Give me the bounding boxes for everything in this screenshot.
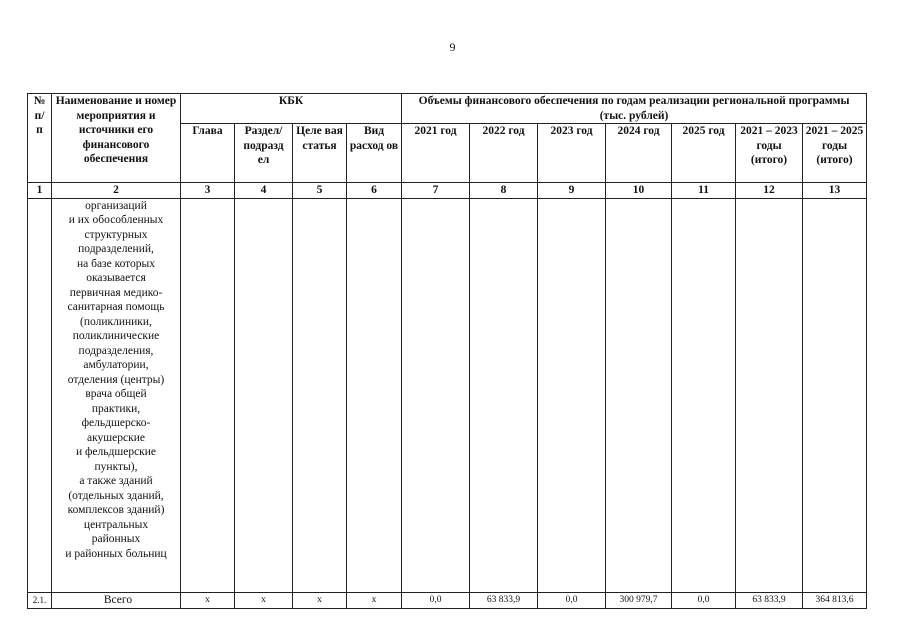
- column-number: 5: [293, 183, 347, 199]
- column-number: 11: [672, 183, 736, 199]
- total-value-2021-2025: 364 813,6: [803, 592, 867, 608]
- header-year-2024: 2024 год: [606, 124, 672, 183]
- body-cell: [347, 198, 402, 592]
- column-number: 9: [538, 183, 606, 199]
- header-kbk-razdel: Раздел/ подразд ел: [235, 124, 293, 183]
- column-number: 7: [402, 183, 470, 199]
- total-value-2023: 0,0: [538, 592, 606, 608]
- header-col-no: № п/ п: [28, 94, 52, 183]
- body-cell: [402, 198, 470, 592]
- table-row: [28, 592, 867, 608]
- body-cell: [181, 198, 235, 592]
- body-cell: [470, 198, 538, 592]
- column-number: 4: [235, 183, 293, 199]
- body-cell: [538, 198, 606, 592]
- total-kbk-cell: х: [235, 592, 293, 608]
- header-total-2021-2023: 2021 – 2023 годы (итого): [736, 124, 803, 183]
- header-year-2025: 2025 год: [672, 124, 736, 183]
- body-cell: [28, 198, 52, 592]
- column-number: 1: [28, 183, 52, 199]
- column-number: 10: [606, 183, 672, 199]
- header-kbk: КБК: [181, 94, 402, 124]
- header-kbk-statya: Целе вая статья: [293, 124, 347, 183]
- measure-description: [52, 198, 181, 592]
- page-number: 9: [449, 40, 456, 54]
- total-value-2021-2023: 63 833,9: [736, 592, 803, 608]
- body-cell: [235, 198, 293, 592]
- column-number: 8: [470, 183, 538, 199]
- header-col-name: Наименование и номер мероприятия и источники его финансового обеспечения: [52, 94, 181, 183]
- total-row-number: 2.1.: [28, 592, 52, 608]
- total-row-label: Всего: [52, 592, 181, 608]
- column-number: 13: [803, 183, 867, 199]
- funding-table: [27, 93, 867, 609]
- body-cell: [293, 198, 347, 592]
- total-kbk-cell: х: [293, 592, 347, 608]
- header-year-2022: 2022 год: [470, 124, 538, 183]
- body-cell: [803, 198, 867, 592]
- total-value-2024: 300 979,7: [606, 592, 672, 608]
- total-kbk-cell: х: [181, 592, 235, 608]
- total-value-2021: 0,0: [402, 592, 470, 608]
- body-cell: [736, 198, 803, 592]
- column-number: 12: [736, 183, 803, 199]
- column-number: 3: [181, 183, 235, 199]
- total-kbk-cell: х: [347, 592, 402, 608]
- total-value-2025: 0,0: [672, 592, 736, 608]
- body-cell: [606, 198, 672, 592]
- total-value-2022: 63 833,9: [470, 592, 538, 608]
- body-cell: [672, 198, 736, 592]
- measure-description-text: организаций и их обособленных структурных подразделений, на базе которых оказывается первичная медико- санитарная помощь (поликлиники, поликлинические подразделения, амбулатории, отделения (центры) врача общей практики, фельдшерско- акушерские и фельдшерские пункты), а также зданий (отдельных зданий, комплексов зданий) центральных районных и районных больниц: [65, 199, 167, 560]
- header-kbk-vid: Вид расход ов: [347, 124, 402, 183]
- header-year-2021: 2021 год: [402, 124, 470, 183]
- column-number: 2: [52, 183, 181, 199]
- header-funding: Объемы финансового обеспечения по годам реализации региональной программы (тыс. рублей): [402, 94, 867, 124]
- header-total-2021-2025: 2021 – 2025 годы (итого): [803, 124, 867, 183]
- header-kbk-glava: Глава: [181, 124, 235, 183]
- header-year-2023: 2023 год: [538, 124, 606, 183]
- column-number: 6: [347, 183, 402, 199]
